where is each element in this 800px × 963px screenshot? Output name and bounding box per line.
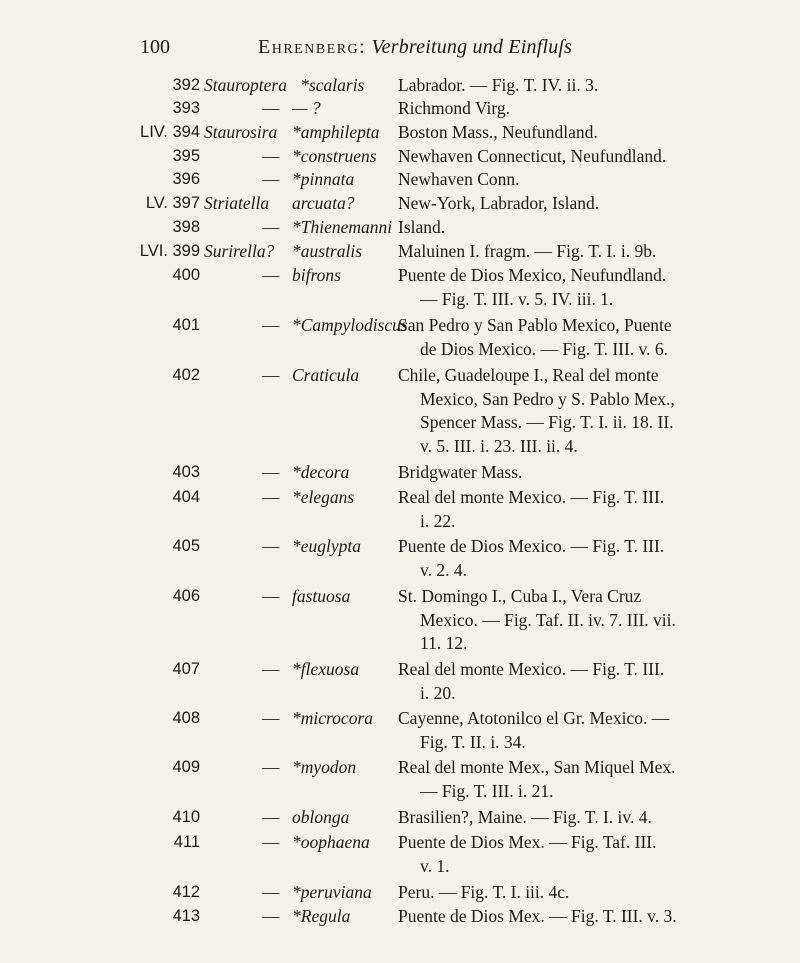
ditto-dash: — <box>262 586 280 606</box>
locality-text <box>398 486 728 533</box>
locality-text <box>398 74 728 98</box>
ditto-dash: — <box>262 807 280 827</box>
locality-text <box>398 756 728 803</box>
locality-line: Real del monte Mexico. — Fig. T. III. <box>398 659 665 679</box>
locality-text <box>398 535 728 582</box>
locality-line: v. 2. 4. <box>420 559 467 580</box>
entry-number: 406 <box>172 587 200 605</box>
species-name: *pinnata <box>292 169 355 189</box>
locality-text <box>398 585 728 656</box>
locality-text <box>398 905 728 929</box>
species-name: — ? <box>292 98 321 118</box>
locality-line: Mexico, San Pedro y S. Pablo Mex., <box>420 388 675 409</box>
locality-text <box>398 314 728 361</box>
species-name: *oophaena <box>292 832 370 852</box>
ditto-dash: — <box>262 832 280 852</box>
entry-number: 396 <box>172 170 200 188</box>
ditto-dash: — <box>262 659 280 679</box>
locality-line: v. 5. III. i. 23. III. ii. 4. <box>420 435 578 456</box>
locality-line: Maluinen I. fragm. — Fig. T. I. i. 9b. <box>398 241 657 261</box>
species-name: *Thienemanni <box>292 217 393 237</box>
species-name: *scalaris <box>300 75 365 95</box>
ditto-dash: — <box>262 487 280 507</box>
genus-name: Striatella <box>204 193 270 213</box>
species-name: *microcora <box>292 708 374 728</box>
running-header <box>0 36 800 62</box>
locality-text <box>398 240 728 264</box>
entry-number: 411 <box>173 833 200 851</box>
entry-number: 407 <box>172 660 200 678</box>
entry-number: 404 <box>172 488 200 506</box>
locality-text <box>398 264 728 311</box>
locality-text <box>398 121 728 145</box>
entry-number: 408 <box>172 709 200 727</box>
ditto-dash: — <box>262 882 280 902</box>
entry-number: 393 <box>172 99 200 117</box>
locality-line: Puente de Dios Mexico. — Fig. T. III. <box>398 536 665 556</box>
locality-line: de Dios Mexico. — Fig. T. III. v. 6. <box>420 338 669 359</box>
species-name: *Campylodiscus <box>292 315 408 335</box>
locality-line: Puente de Dios Mexico, Neufundland. <box>398 265 667 285</box>
locality-line: Brasilien?, Maine. — Fig. T. I. iv. 4. <box>398 807 652 827</box>
species-name: bifrons <box>292 265 341 285</box>
entry-number: 398 <box>172 218 200 236</box>
locality-line: Peru. — Fig. T. I. iii. 4c. <box>398 882 570 902</box>
ditto-dash: — <box>262 217 280 237</box>
entry-number: 409 <box>172 758 200 776</box>
genus-name: Surirella? <box>204 241 275 261</box>
species-name: *construens <box>292 146 377 166</box>
species-name: *Regula <box>292 906 351 926</box>
entry-number: LV. 397 <box>145 194 200 212</box>
locality-line: 11. 12. <box>420 633 468 653</box>
ditto-dash: — <box>262 315 280 335</box>
entry-number: 410 <box>172 808 200 826</box>
ditto-dash: — <box>262 365 280 385</box>
entry-number: 403 <box>172 463 200 481</box>
author-name: Ehrenberg: <box>258 36 367 58</box>
entry-number: 413 <box>172 907 200 925</box>
locality-text <box>398 192 728 216</box>
species-name: *flexuosa <box>292 659 360 679</box>
locality-line: Boston Mass., Neufundland. <box>398 122 598 142</box>
species-name: oblonga <box>292 807 350 827</box>
species-name: *elegans <box>292 487 355 507</box>
locality-line: Bridgwater Mass. <box>398 462 523 482</box>
locality-line: Mexico. — Fig. Taf. II. iv. 7. III. vii. <box>420 609 676 630</box>
page-number: 100 <box>140 36 170 58</box>
locality-text <box>398 364 728 458</box>
genus-name: Stauroptera <box>204 75 287 95</box>
species-name: Craticula <box>292 365 360 385</box>
locality-line: St. Domingo I., Cuba I., Vera Cruz <box>398 586 642 606</box>
entry-number: 395 <box>172 147 200 165</box>
entry-number: 412 <box>172 883 200 901</box>
locality-line: — Fig. T. III. v. 5. IV. iii. 1. <box>420 288 614 309</box>
locality-line: Newhaven Conn. <box>398 169 520 189</box>
locality-text <box>398 145 728 169</box>
locality-line: Cayenne, Atotonilco el Gr. Mexico. — <box>398 708 670 728</box>
locality-line: San Pedro y San Pablo Mexico, Puente <box>398 315 672 335</box>
locality-line: Labrador. — Fig. T. IV. ii. 3. <box>398 75 599 95</box>
entry-number: LVI. 399 <box>139 242 200 260</box>
locality-line: Spencer Mass. — Fig. T. I. ii. 18. II. <box>420 412 674 432</box>
locality-line: Chile, Guadeloupe I., Real del monte <box>398 365 659 385</box>
species-name: fastuosa <box>292 586 351 606</box>
ditto-dash: — <box>262 146 280 166</box>
ditto-dash: — <box>262 265 280 285</box>
species-name: arcuata? <box>292 193 355 213</box>
locality-line: i. 22. <box>420 510 456 531</box>
species-name: *decora <box>292 462 350 482</box>
locality-text <box>398 168 728 192</box>
entry-number: 392 <box>172 76 200 94</box>
locality-line: Puente de Dios Mex. — Fig. Taf. III. <box>398 832 657 852</box>
running-title <box>258 36 572 59</box>
species-name: *myodon <box>292 757 357 777</box>
locality-text <box>398 806 728 830</box>
species-name: *amphilepta <box>292 122 380 142</box>
ditto-dash: — <box>262 98 280 118</box>
ditto-dash: — <box>262 462 280 482</box>
entry-number: LIV. 394 <box>140 123 200 141</box>
genus-name: Staurosira <box>204 122 278 142</box>
locality-line: Real del monte Mexico. — Fig. T. III. <box>398 487 665 507</box>
work-title: Verbreitung und Einfluſs <box>371 36 573 58</box>
ditto-dash: — <box>262 169 280 189</box>
locality-text <box>398 658 728 705</box>
locality-line: Newhaven Connecticut, Neufundland. <box>398 146 667 166</box>
species-name: *peruviana <box>292 882 372 902</box>
locality-line: — Fig. T. III. i. 21. <box>420 780 554 801</box>
locality-text <box>398 216 728 240</box>
ditto-dash: — <box>262 757 280 777</box>
locality-line: v. 1. <box>420 855 450 876</box>
locality-line: Island. <box>398 217 446 237</box>
locality-text <box>398 707 728 754</box>
entry-number: 401 <box>172 316 200 334</box>
locality-line: i. 20. <box>420 682 456 703</box>
ditto-dash: — <box>262 708 280 728</box>
species-name: *euglypta <box>292 536 362 556</box>
entry-number: 405 <box>172 537 200 555</box>
locality-text <box>398 461 728 485</box>
locality-line: Fig. T. II. i. 34. <box>420 731 526 752</box>
locality-text <box>398 831 728 878</box>
entry-number: 400 <box>172 266 200 284</box>
entry-number: 402 <box>172 366 200 384</box>
locality-text <box>398 97 728 121</box>
ditto-dash: — <box>262 906 280 926</box>
locality-line: Real del monte Mex., San Miquel Mex. <box>398 757 676 777</box>
locality-line: Puente de Dios Mex. — Fig. T. III. v. 3. <box>398 906 677 926</box>
ditto-dash: — <box>262 536 280 556</box>
species-name: *australis <box>292 241 363 261</box>
locality-line: Richmond Virg. <box>398 98 511 118</box>
locality-line: New-York, Labrador, Island. <box>398 193 600 213</box>
locality-text <box>398 881 728 905</box>
